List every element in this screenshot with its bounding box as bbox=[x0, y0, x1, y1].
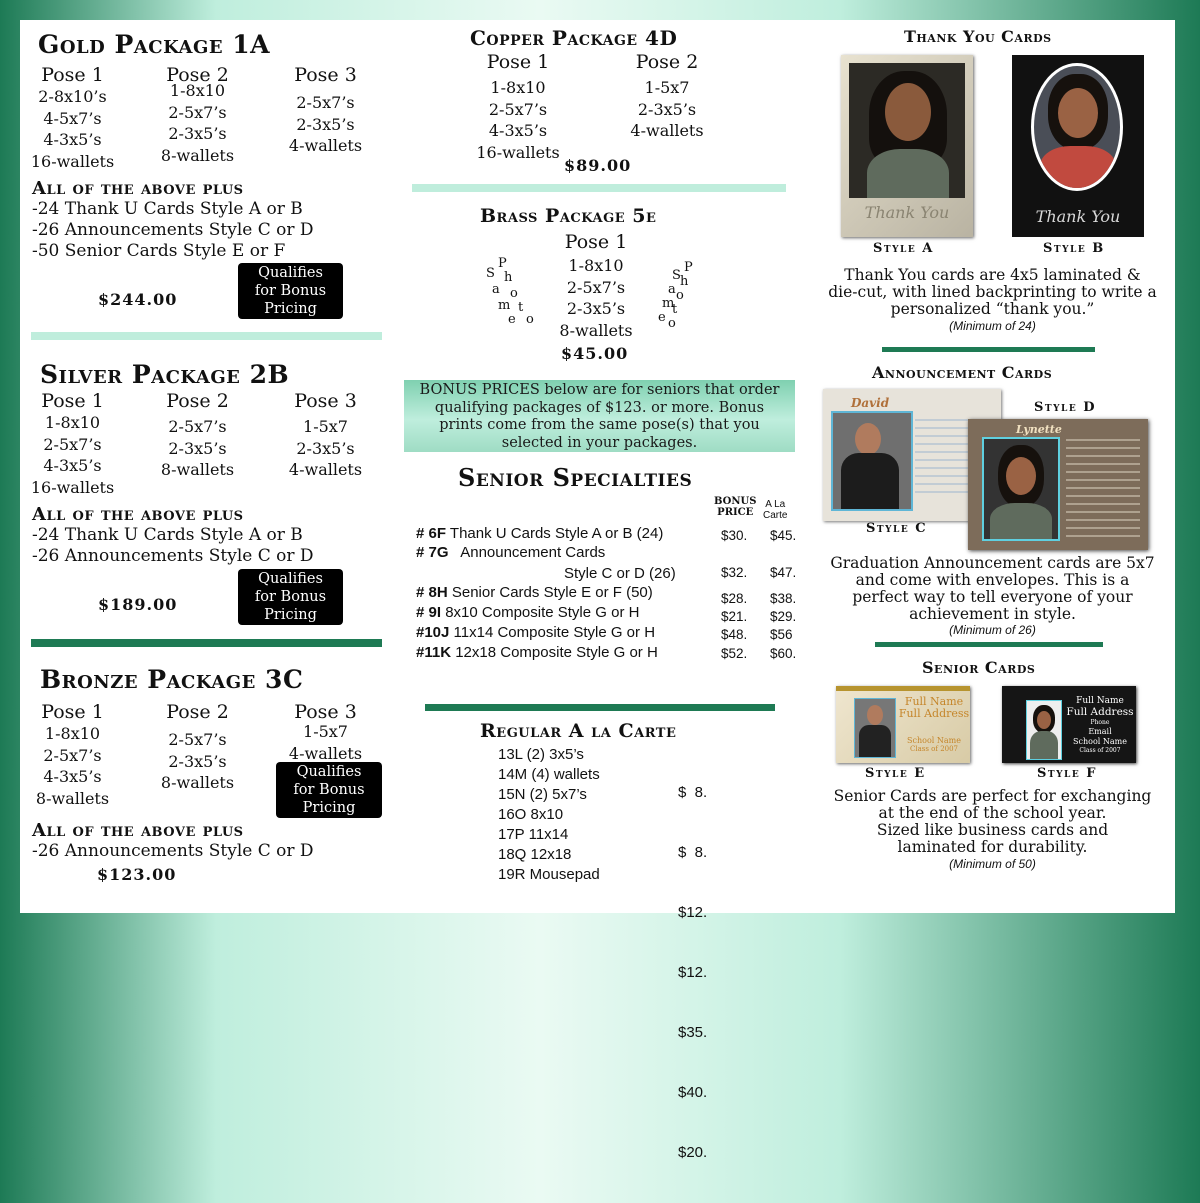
divider bbox=[31, 332, 382, 340]
card-line: School Name bbox=[907, 736, 961, 745]
note-line: prints come from the same pose(s) that you bbox=[439, 417, 760, 433]
pose-label: Pose 2 bbox=[635, 51, 699, 73]
brass-pose-1 bbox=[546, 231, 646, 341]
pose-item: 1-8x10 bbox=[44, 724, 101, 743]
pose-label: Pose 1 bbox=[41, 701, 104, 723]
desc-line: Thank You cards are 4x5 laminated & bbox=[844, 266, 1141, 284]
pose-item: 1-5x7 bbox=[644, 78, 690, 97]
row-desc: Style C or D (26) bbox=[564, 565, 676, 582]
note-line: BONUS PRICES below are for seniors that order bbox=[419, 382, 780, 398]
bronze-plus-list bbox=[32, 841, 314, 862]
bronze-pose-1 bbox=[20, 701, 125, 809]
plus-item: -26 Announcements Style C or D bbox=[32, 841, 314, 861]
senior-card-f bbox=[1002, 686, 1136, 763]
row-bonus: $48. bbox=[721, 627, 748, 642]
pose-label: Pose 3 bbox=[294, 64, 357, 86]
plus-item: -26 Announcements Style C or D bbox=[32, 220, 314, 240]
portrait-photo bbox=[854, 698, 896, 758]
pose-item: 1-8x10 bbox=[44, 413, 101, 432]
desc-line: Senior Cards are perfect for exchanging bbox=[833, 787, 1152, 805]
row-carte: $56 bbox=[770, 627, 793, 642]
pose-item: 2-3x5’s bbox=[168, 124, 227, 143]
bronze-pose-3 bbox=[278, 701, 373, 764]
row-desc: Announcement Cards bbox=[460, 544, 606, 561]
alacarte-price: $35. bbox=[678, 1024, 708, 1041]
pose-label: Pose 1 bbox=[486, 51, 550, 73]
col-header-line: BONUS bbox=[714, 496, 757, 507]
thankyou-card-b bbox=[1012, 55, 1144, 237]
alacarte-price: $20. bbox=[678, 1144, 708, 1161]
gold-price: $244.00 bbox=[98, 290, 178, 309]
row-bonus: $32. bbox=[721, 565, 748, 580]
senior-desc bbox=[810, 788, 1175, 856]
pose-item: 4-3x5’s bbox=[43, 767, 102, 786]
style-e-label: Style E bbox=[865, 766, 926, 781]
specialty-row bbox=[564, 565, 676, 582]
desc-line: at the end of the school year. bbox=[878, 804, 1107, 822]
letter: o bbox=[668, 316, 676, 331]
row-carte: $60. bbox=[770, 646, 797, 661]
pose-item: 8-wallets bbox=[35, 788, 110, 808]
pose-item: 2-5x7’s bbox=[168, 102, 227, 122]
col-header-line: PRICE bbox=[717, 507, 754, 518]
letter: S bbox=[672, 268, 681, 283]
plus-item: -24 Thank U Cards Style A or B bbox=[32, 525, 303, 545]
row-code: # 8H bbox=[416, 584, 448, 601]
silver-pose-2 bbox=[150, 390, 245, 481]
portrait-photo bbox=[849, 63, 965, 198]
row-desc: 11x14 Composite Style G or H bbox=[453, 624, 656, 641]
gold-plus-list bbox=[32, 199, 314, 262]
thankyou-title: Thank You Cards bbox=[904, 27, 1052, 46]
letter: e bbox=[658, 310, 666, 325]
card-f-text bbox=[1064, 696, 1136, 755]
senior-card-e bbox=[836, 686, 970, 763]
letter: P bbox=[498, 256, 507, 271]
specialty-row bbox=[416, 544, 605, 561]
row-carte: $29. bbox=[770, 609, 797, 624]
pose-item: 8-wallets bbox=[559, 320, 633, 340]
silver-qualifies-badge bbox=[238, 569, 343, 625]
specialty-row bbox=[416, 604, 639, 621]
desc-line: personalized “thank you.” bbox=[890, 300, 1095, 318]
desc-line: die-cut, with lined backprinting to write a bbox=[828, 283, 1157, 301]
pose-label: Pose 1 bbox=[564, 231, 628, 253]
specialty-row bbox=[416, 584, 653, 601]
letter: m bbox=[498, 298, 511, 313]
row-desc: Senior Cards Style E or F (50) bbox=[451, 584, 653, 601]
row-carte: $45. bbox=[770, 528, 797, 543]
divider bbox=[412, 184, 786, 192]
bonus-price-note bbox=[404, 380, 795, 452]
same-photo-left bbox=[482, 256, 542, 328]
portrait-photo bbox=[1031, 63, 1123, 191]
alacarte-price: $40. bbox=[678, 1084, 708, 1101]
alacarte-item: 18Q 12x18 bbox=[498, 846, 572, 863]
badge-line: for Bonus bbox=[254, 283, 327, 299]
gold-title: Gold Package 1A bbox=[38, 30, 271, 59]
pose-label: Pose 2 bbox=[166, 64, 229, 86]
card-line: Full Address bbox=[898, 707, 970, 720]
pose-item: 4-3x5’s bbox=[43, 456, 102, 475]
divider bbox=[31, 639, 382, 647]
specialty-row bbox=[416, 624, 655, 641]
card-line: Full Address bbox=[1066, 706, 1134, 718]
row-carte: $38. bbox=[770, 591, 797, 606]
pose-item: 16-wallets bbox=[30, 477, 115, 497]
letter: t bbox=[672, 302, 678, 317]
copper-pose-2 bbox=[617, 51, 717, 142]
pose-item: 2-5x7’s bbox=[566, 277, 626, 297]
brass-title: Brass Package 5e bbox=[480, 205, 657, 227]
card-line: Email bbox=[1088, 727, 1112, 736]
col-header-alacarte bbox=[763, 499, 787, 521]
alacarte-price: $12. bbox=[678, 964, 708, 981]
divider bbox=[425, 704, 775, 711]
letter: e bbox=[508, 312, 516, 327]
same-photo-right bbox=[652, 258, 712, 330]
pose-item: 2-3x5’s bbox=[168, 438, 227, 458]
silver-pose-3 bbox=[278, 390, 373, 481]
announcement-title: Announcement Cards bbox=[872, 363, 1053, 382]
letter: o bbox=[510, 286, 518, 301]
pose-item: 1-5x7 bbox=[303, 722, 348, 741]
pose-item: 8-wallets bbox=[160, 773, 235, 792]
brass-price: $45.00 bbox=[561, 344, 629, 363]
badge-line: Qualifies bbox=[296, 764, 362, 780]
note-line: qualifying packages of $123. or more. Bonus bbox=[434, 399, 765, 416]
style-d-label: Style D bbox=[1034, 400, 1096, 415]
badge-line: Pricing bbox=[302, 800, 356, 816]
desc-line: achievement in style. bbox=[909, 605, 1076, 623]
letter: S bbox=[486, 266, 495, 281]
silver-price: $189.00 bbox=[98, 595, 178, 614]
thankyou-minimum: (Minimum of 24) bbox=[949, 319, 1036, 333]
style-a-label: Style A bbox=[873, 241, 934, 256]
pose-item: 2-8x10’s bbox=[38, 87, 107, 106]
note-line: selected in your packages. bbox=[501, 434, 698, 451]
desc-line: Graduation Announcement cards are 5x7 bbox=[830, 554, 1155, 572]
pose-label: Pose 2 bbox=[166, 390, 229, 412]
announcement-desc bbox=[810, 555, 1175, 623]
desc-line: Sized like business cards and bbox=[876, 821, 1109, 839]
row-bonus: $21. bbox=[721, 609, 748, 624]
card-line: School Name bbox=[1073, 737, 1127, 746]
gold-pose-2 bbox=[150, 64, 245, 166]
pose-item: 2-3x5’s bbox=[296, 114, 355, 134]
alacarte-price: $ 8. bbox=[678, 844, 708, 861]
bronze-plus-heading: All of the above plus bbox=[32, 820, 244, 841]
row-bonus: $52. bbox=[721, 646, 748, 661]
style-b-label: Style B bbox=[1043, 241, 1105, 256]
row-bonus: $28. bbox=[721, 591, 748, 606]
alacarte-items bbox=[498, 745, 600, 885]
col-header-line: Carte bbox=[763, 510, 788, 521]
bronze-qualifies-badge bbox=[276, 762, 382, 818]
gold-qualifies-badge bbox=[238, 263, 343, 319]
plus-item: -26 Announcements Style C or D bbox=[32, 546, 314, 566]
pose-label: Pose 2 bbox=[166, 701, 229, 723]
gold-pose-3 bbox=[278, 64, 373, 157]
pose-label: Pose 3 bbox=[294, 390, 357, 412]
alacarte-item: 16O 8x10 bbox=[498, 806, 564, 823]
pose-item: 4-wallets bbox=[288, 743, 363, 763]
pose-item: 4-wallets bbox=[288, 136, 363, 155]
card-name: David bbox=[851, 396, 890, 410]
pose-item: 4-wallets bbox=[288, 460, 363, 479]
letter: P bbox=[684, 260, 693, 275]
letter: o bbox=[676, 288, 684, 303]
pose-item: 2-3x5’s bbox=[637, 99, 697, 119]
pose-item: 2-3x5’s bbox=[168, 751, 227, 771]
pose-label: Pose 1 bbox=[41, 64, 104, 86]
card-thankyou-text: Thank You bbox=[1035, 207, 1121, 226]
card-line: Phone bbox=[1090, 719, 1110, 726]
gold-plus-heading: All of the above plus bbox=[32, 178, 244, 199]
desc-line: and come with envelopes. This is a bbox=[855, 571, 1130, 589]
price-sheet bbox=[20, 20, 1175, 1161]
copper-price: $89.00 bbox=[564, 156, 632, 175]
bronze-title: Bronze Package 3C bbox=[40, 665, 304, 694]
card-e-text bbox=[898, 696, 970, 753]
copper-title: Copper Package 4D bbox=[470, 26, 678, 50]
silver-plus-heading: All of the above plus bbox=[32, 504, 244, 525]
alacarte-price: $ 8. bbox=[678, 784, 708, 801]
copper-pose-1 bbox=[468, 51, 568, 163]
row-carte: $47. bbox=[770, 565, 797, 580]
senior-minimum: (Minimum of 50) bbox=[949, 857, 1036, 871]
alacarte-item: 17P 11x14 bbox=[498, 826, 569, 843]
portrait-photo bbox=[982, 437, 1060, 541]
card-name: Lynette bbox=[1016, 423, 1062, 436]
pose-label: Pose 1 bbox=[41, 390, 104, 412]
pose-item: 2-5x7’s bbox=[488, 99, 548, 119]
letter: h bbox=[680, 274, 689, 289]
pose-item: 1-8x10 bbox=[169, 81, 226, 100]
bronze-pose-2 bbox=[150, 701, 245, 794]
divider bbox=[882, 347, 1095, 352]
pose-item: 16-wallets bbox=[30, 151, 115, 171]
card-line: Class of 2007 bbox=[909, 745, 959, 753]
pose-item: 2-3x5’s bbox=[566, 299, 626, 318]
thankyou-desc bbox=[810, 267, 1175, 318]
portrait-photo bbox=[1026, 700, 1062, 760]
row-bonus: $30. bbox=[721, 528, 748, 543]
divider bbox=[875, 642, 1103, 647]
pose-item: 4-3x5’s bbox=[43, 130, 102, 149]
pose-item: 4-3x5’s bbox=[488, 121, 548, 140]
alacarte-item: 15N (2) 5x7’s bbox=[498, 786, 587, 803]
col-header-line: A La bbox=[765, 499, 786, 510]
row-code: # 6F bbox=[416, 525, 447, 542]
badge-line: Qualifies bbox=[258, 265, 323, 281]
row-code: # 7G bbox=[416, 544, 449, 561]
style-c-label: Style C bbox=[866, 521, 928, 536]
badge-line: for Bonus bbox=[293, 782, 365, 798]
card-line: Full Name bbox=[904, 695, 964, 708]
pose-item: 4-5x7’s bbox=[43, 108, 102, 128]
desc-line: laminated for durability. bbox=[897, 838, 1088, 856]
pose-item: 16-wallets bbox=[476, 142, 560, 162]
pose-label: Pose 3 bbox=[294, 701, 357, 723]
row-desc: 12x18 Composite Style G or H bbox=[455, 644, 658, 661]
announcement-card-d bbox=[968, 419, 1148, 550]
badge-line: for Bonus bbox=[254, 589, 327, 605]
pose-item: 2-5x7’s bbox=[43, 745, 102, 765]
alacarte-prices bbox=[678, 743, 707, 1203]
pose-item: 2-5x7’s bbox=[296, 93, 355, 112]
pose-item: 2-5x7’s bbox=[168, 417, 227, 436]
letter: a bbox=[668, 282, 676, 297]
pose-item: 1-8x10 bbox=[568, 256, 624, 275]
col-header-bonus bbox=[714, 496, 756, 518]
alacarte-item: 14M (4) wallets bbox=[498, 766, 600, 783]
silver-pose-1 bbox=[20, 390, 125, 498]
card-line: Full Name bbox=[1076, 696, 1124, 706]
pose-item: 2-5x7’s bbox=[168, 730, 227, 749]
bronze-price: $123.00 bbox=[97, 865, 177, 884]
silver-title: Silver Package 2B bbox=[40, 360, 290, 389]
plus-item: -50 Senior Cards Style E or F bbox=[32, 241, 286, 261]
badge-line: Qualifies bbox=[258, 571, 323, 587]
specialty-row bbox=[416, 525, 663, 542]
row-desc: 8x10 Composite Style G or H bbox=[445, 604, 640, 621]
announcement-minimum: (Minimum of 26) bbox=[949, 623, 1036, 637]
badge-line: Pricing bbox=[264, 607, 317, 623]
alacarte-title: Regular A la Carte bbox=[480, 720, 677, 742]
pose-item: 2-5x7’s bbox=[43, 434, 102, 454]
pose-item: 4-wallets bbox=[630, 121, 704, 140]
row-code: # 9I bbox=[416, 604, 442, 621]
plus-item: -24 Thank U Cards Style A or B bbox=[32, 199, 303, 219]
letter: t bbox=[518, 300, 524, 315]
silver-plus-list bbox=[32, 525, 314, 567]
row-desc: Thank U Cards Style A or B (24) bbox=[449, 525, 664, 542]
specialties-title: Senior Specialties bbox=[458, 463, 693, 492]
pose-item: 8-wallets bbox=[160, 460, 235, 479]
row-code: #10J bbox=[416, 624, 450, 641]
card-text-lines bbox=[1066, 439, 1140, 539]
senior-title: Senior Cards bbox=[922, 658, 1036, 677]
letter: h bbox=[504, 270, 513, 285]
letter: a bbox=[492, 282, 500, 297]
thankyou-card-a bbox=[841, 55, 973, 237]
pose-item: 8-wallets bbox=[160, 145, 235, 165]
alacarte-item: 13L (2) 3x5’s bbox=[498, 746, 584, 763]
gold-pose-1 bbox=[20, 64, 125, 172]
letter: m bbox=[662, 296, 675, 311]
specialty-row bbox=[416, 644, 658, 661]
desc-line: perfect way to tell everyone of your bbox=[852, 588, 1133, 606]
row-code: #11K bbox=[416, 644, 452, 661]
portrait-photo bbox=[831, 411, 913, 511]
pose-item: 1-8x10 bbox=[490, 78, 546, 97]
style-f-label: Style F bbox=[1037, 766, 1097, 781]
letter: o bbox=[526, 312, 534, 327]
alacarte-price: $12. bbox=[678, 904, 708, 921]
pose-item: 1-5x7 bbox=[303, 417, 348, 436]
card-thankyou-text: Thank You bbox=[864, 203, 950, 222]
card-line: Class of 2007 bbox=[1079, 747, 1121, 754]
badge-line: Pricing bbox=[264, 301, 317, 317]
alacarte-item: 19R Mousepad bbox=[498, 866, 600, 883]
pose-item: 2-3x5’s bbox=[296, 438, 355, 458]
